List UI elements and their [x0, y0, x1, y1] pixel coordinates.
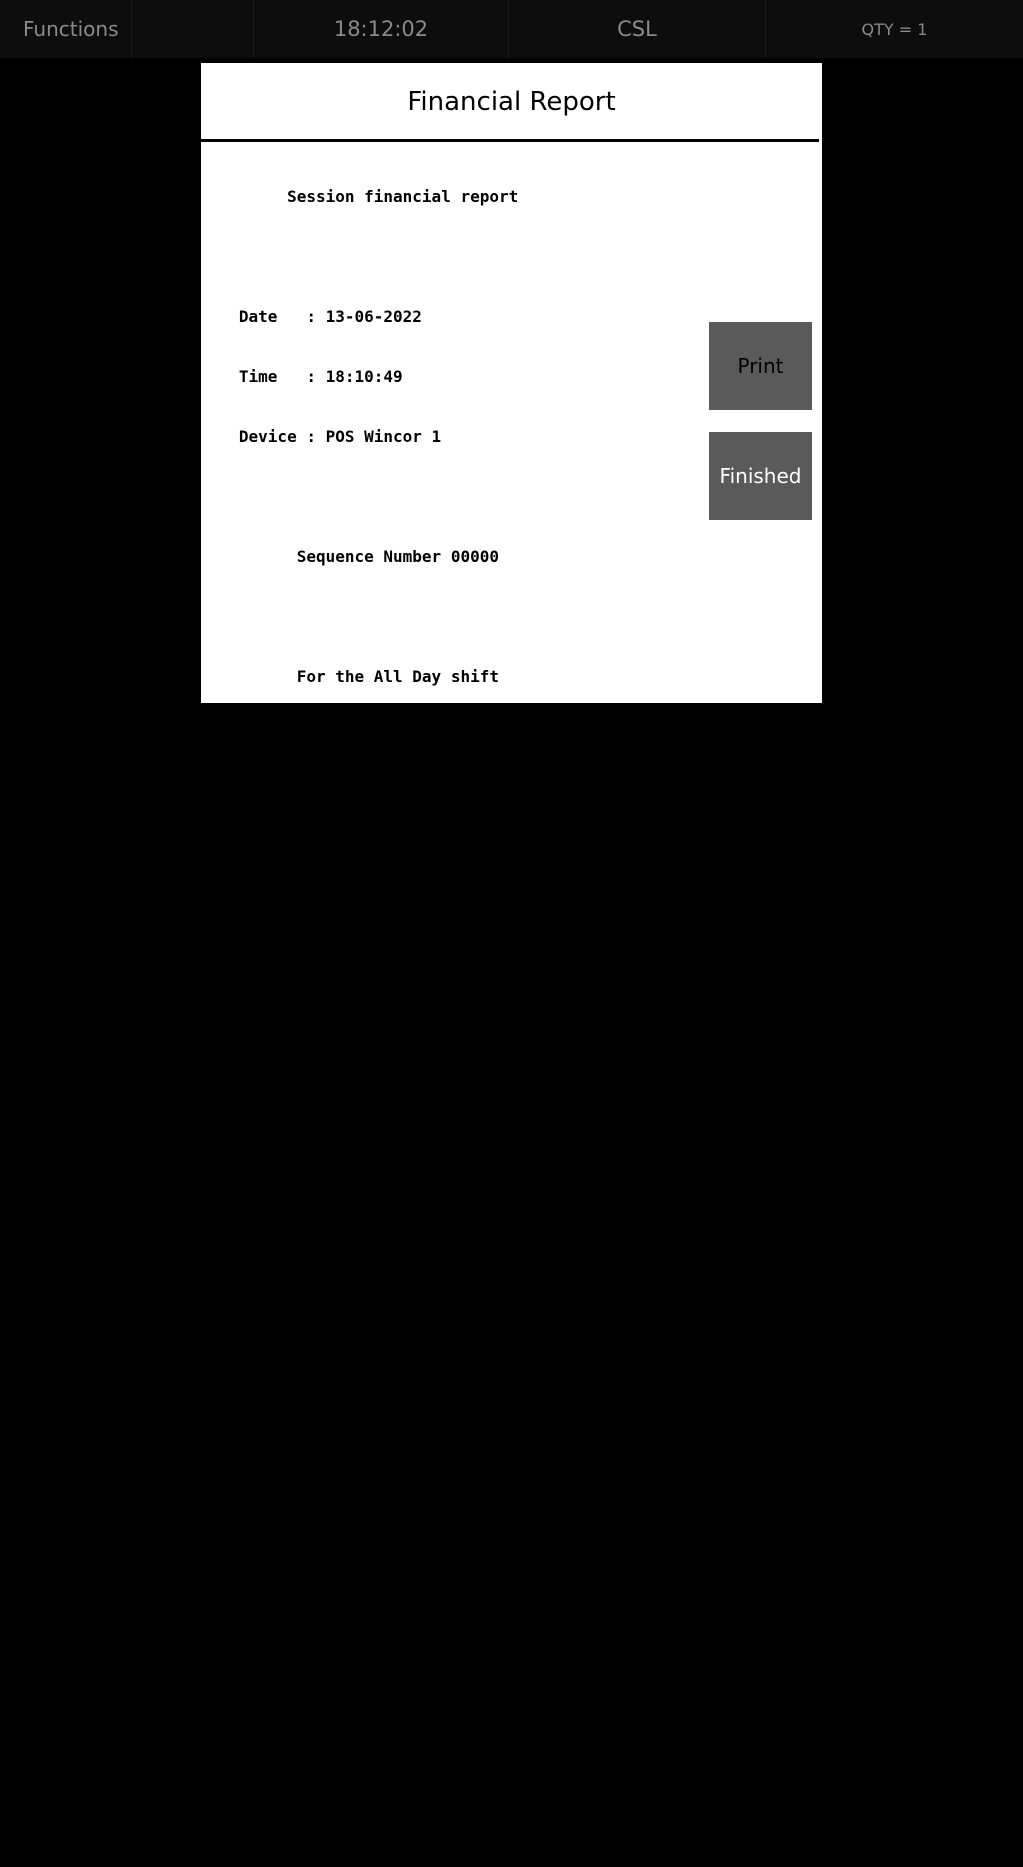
- report-line: [210, 787, 595, 807]
- report-line: [210, 907, 595, 927]
- report-line: ========================================: [210, 1747, 596, 1766]
- report-line: Cashless 19 £79.25: [210, 1087, 596, 1106]
- report-line: [210, 487, 595, 507]
- topbar-spacer: [132, 0, 254, 58]
- report-line: ========================================: [210, 1327, 596, 1346]
- report-line: [210, 607, 595, 627]
- report-line: Refund Wasted 19 £-64.46: [210, 1507, 596, 1526]
- clock-display: 18:12:02: [254, 0, 509, 58]
- quantity-indicator: QTY = 1: [861, 19, 928, 39]
- report-line: Total Funds £1607.96: [210, 1687, 596, 1706]
- report-line: Refund 399 £-492.36: [210, 1447, 596, 1466]
- dialog-title: Financial Report: [407, 87, 616, 117]
- report-line: ========================================: [210, 1627, 596, 1646]
- report-line: Declaration: [210, 1807, 316, 1826]
- finished-button[interactable]: Finished: [709, 432, 812, 520]
- financial-report-dialog: [201, 63, 822, 1826]
- report-line: For the All Day shift: [210, 667, 499, 686]
- mode-indicator: CSL: [509, 0, 766, 58]
- report-line: ========================================: [210, 727, 596, 746]
- report-line: Sale 898 £2164.78: [210, 1567, 596, 1586]
- report-line: Date : 13-06-2022: [210, 307, 422, 326]
- report-line: Session financial report: [210, 187, 519, 206]
- report-line: ========================================: [210, 1207, 596, 1226]
- functions-button[interactable]: Functions: [0, 0, 132, 58]
- report-line: EFT 844 £119.62: [210, 1147, 596, 1166]
- report-text[interactable]: [210, 147, 595, 1867]
- report-line: Device : POS Wincor 1: [210, 427, 442, 446]
- top-status-bar: [0, 0, 1023, 58]
- report-line: Shift started at 30-03-2022 10:59: [210, 847, 557, 866]
- report-line: Funds: [210, 967, 259, 986]
- report-line: Source of Funds: [210, 1387, 355, 1406]
- print-button[interactable]: Print: [709, 322, 812, 410]
- report-line: [210, 247, 595, 267]
- report-line: Total Funds £13233.05: [210, 1267, 596, 1286]
- report-line: Time : 18:10:49: [210, 367, 403, 386]
- report-line: Cash 483 £13034.18: [210, 1027, 596, 1046]
- report-line: Sequence Number 00000: [210, 547, 499, 566]
- title-divider: [201, 139, 819, 142]
